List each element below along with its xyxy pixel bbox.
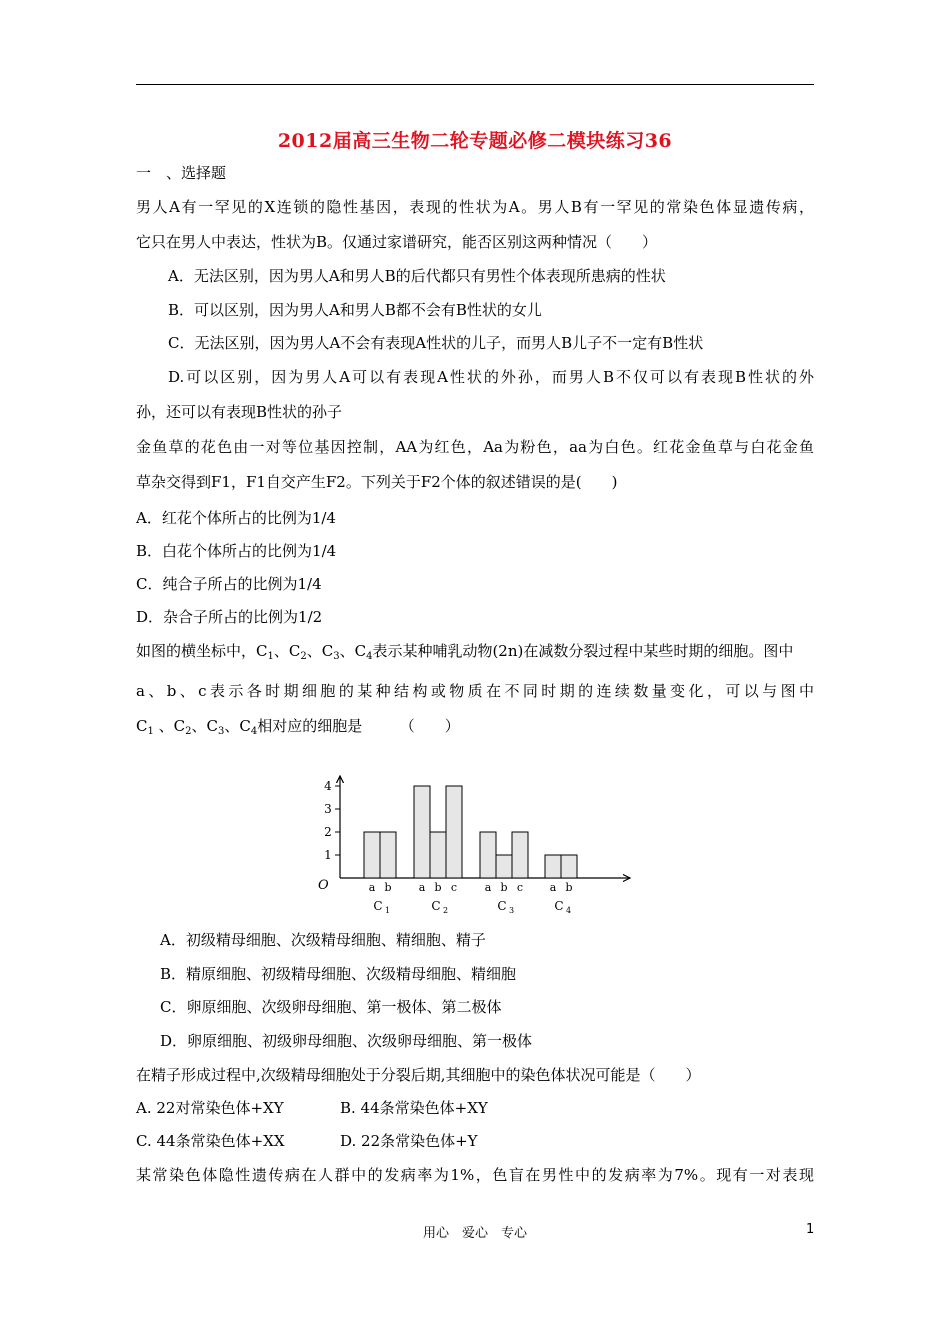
group-label-sub-2: 2 <box>443 906 449 915</box>
page-footer: 用心 爱心 专心 <box>422 1226 527 1241</box>
group-label-sub-3: 3 <box>509 906 515 915</box>
q1-option-d-line1: D.可以区别，因为男人A可以有表现A性状的外孙，而男人B不仅可以有表现B性状的外 <box>168 368 814 386</box>
page-number: 1 <box>806 1222 815 1237</box>
q4-option-c: C. 44条常染色体+XX <box>136 1132 285 1150</box>
q1-option-c: C．无法区别，因为男人A不会有表现A性状的儿子，而男人B儿子不一定有B性状 <box>168 334 704 352</box>
bar-label-a: a <box>484 881 492 894</box>
q4-stem: 在精子形成过程中,次级精母细胞处于分裂后期,其细胞中的染色体状况可能是（ ） <box>136 1066 701 1084</box>
q1-option-a: A．无法区别，因为男人A和男人B的后代都只有男性个体表现所患病的性状 <box>168 267 666 285</box>
origin-label: O <box>318 878 329 893</box>
bar-label-a: a <box>418 881 426 894</box>
q2-stem-line2: 草杂交得到F1，F1自交产生F2。下列关于F2个体的叙述错误的是( ) <box>136 473 618 491</box>
y-tick-label-4: 4 <box>324 779 332 793</box>
q1-option-b: B．可以区别，因为男人A和男人B都不会有B性状的女儿 <box>168 301 542 319</box>
group-label-C3: C <box>497 899 507 913</box>
bar-C3-a <box>480 832 496 878</box>
bar-label-b: b <box>434 881 442 894</box>
q3-option-c: C．卵原细胞、次级卵母细胞、第一极体、第二极体 <box>160 998 502 1016</box>
bar-label-a: a <box>549 881 557 894</box>
y-tick-label-3: 3 <box>324 802 332 816</box>
bar-C4-a <box>545 855 561 878</box>
q2-option-a: A．红花个体所占的比例为1/4 <box>136 509 336 527</box>
q5-stem-line1: 某常染色体隐性遗传病在人群中的发病率为1%，色盲在男性中的发病率为7%。现有一对表现 <box>136 1166 814 1184</box>
q1-option-d-line2: 孙，还可以有表现B性状的孙子 <box>136 403 343 421</box>
q2-option-d: D．杂合子所占的比例为1/2 <box>136 608 323 626</box>
bar-C2-c <box>446 786 462 878</box>
q1-stem-line1: 男人A有一罕见的X连锁的隐性基因，表现的性状为A。男人B有一罕见的常染色体显遗传病， <box>136 198 814 216</box>
group-label-C2: C <box>431 899 441 913</box>
section-heading: 一 、选择题 <box>136 164 227 182</box>
q3-stem-line2: a、b、c表示各时期细胞的某种结构或物质在不同时期的连续数量变化，可以与图中 <box>136 682 814 700</box>
bar-label-c: c <box>516 881 524 894</box>
q2-option-c: C．纯合子所占的比例为1/4 <box>136 575 322 593</box>
q2-stem-line1: 金鱼草的花色由一对等位基因控制，AA为红色，Aa为粉色，aa为白色。红花金鱼草与白花金鱼 <box>136 438 814 456</box>
q4-option-a: A. 22对常染色体+XY <box>136 1099 284 1117</box>
group-label-sub-1: 1 <box>385 906 391 915</box>
y-tick-label-2: 2 <box>324 825 332 839</box>
bar-C3-c <box>512 832 528 878</box>
bar-C2-a <box>414 786 430 878</box>
q3-stem-line1: 如图的横坐标中，$C_1$、$C_2$、$C_3$、$C_4$表示某种哺乳动物(2n)在减数分裂过程中某些时期的细胞。图中 <box>136 642 794 662</box>
y-tick-label-1: 1 <box>324 848 332 862</box>
bar-label-b: b <box>565 881 573 894</box>
bar-label-c: c <box>450 881 458 894</box>
q4-option-b: B. 44条常染色体+XY <box>340 1099 488 1117</box>
q3-stem-line3: $C_1$ 、$C_2$、$C_3$、$C_4$相对应的细胞是 （ ） <box>136 717 460 737</box>
page-title: 2012届高三生物二轮专题必修二模块练习36 <box>277 130 673 152</box>
bar-C2-b <box>430 832 446 878</box>
bar-C1-a <box>364 832 380 878</box>
q1-stem-line2: 它只在男人中表达，性状为B。仅通过家谱研究，能否区别这两种情况（ ） <box>136 233 658 251</box>
bar-label-b: b <box>384 881 392 894</box>
q3-option-d: D．卵原细胞、初级卵母细胞、次级卵母细胞、第一极体 <box>160 1032 533 1050</box>
bar-C3-b <box>496 855 512 878</box>
group-label-C1: C <box>373 899 383 913</box>
q2-option-b: B．白花个体所占的比例为1/4 <box>136 542 337 560</box>
header-rule <box>136 84 814 85</box>
bar-label-a: a <box>368 881 376 894</box>
group-label-C4: C <box>554 899 564 913</box>
bar-label-b: b <box>500 881 508 894</box>
group-label-sub-4: 4 <box>566 906 572 915</box>
q3-option-b: B．精原细胞、初级精母细胞、次级精母细胞、精细胞 <box>160 965 517 983</box>
bar-C1-b <box>380 832 396 878</box>
bar-C4-b <box>561 855 577 878</box>
q4-option-d: D. 22条常染色体+Y <box>340 1132 478 1150</box>
q3-option-a: A．初级精母细胞、次级精母细胞、精细胞、精子 <box>160 931 486 949</box>
cell-count-bar-chart <box>300 770 640 915</box>
